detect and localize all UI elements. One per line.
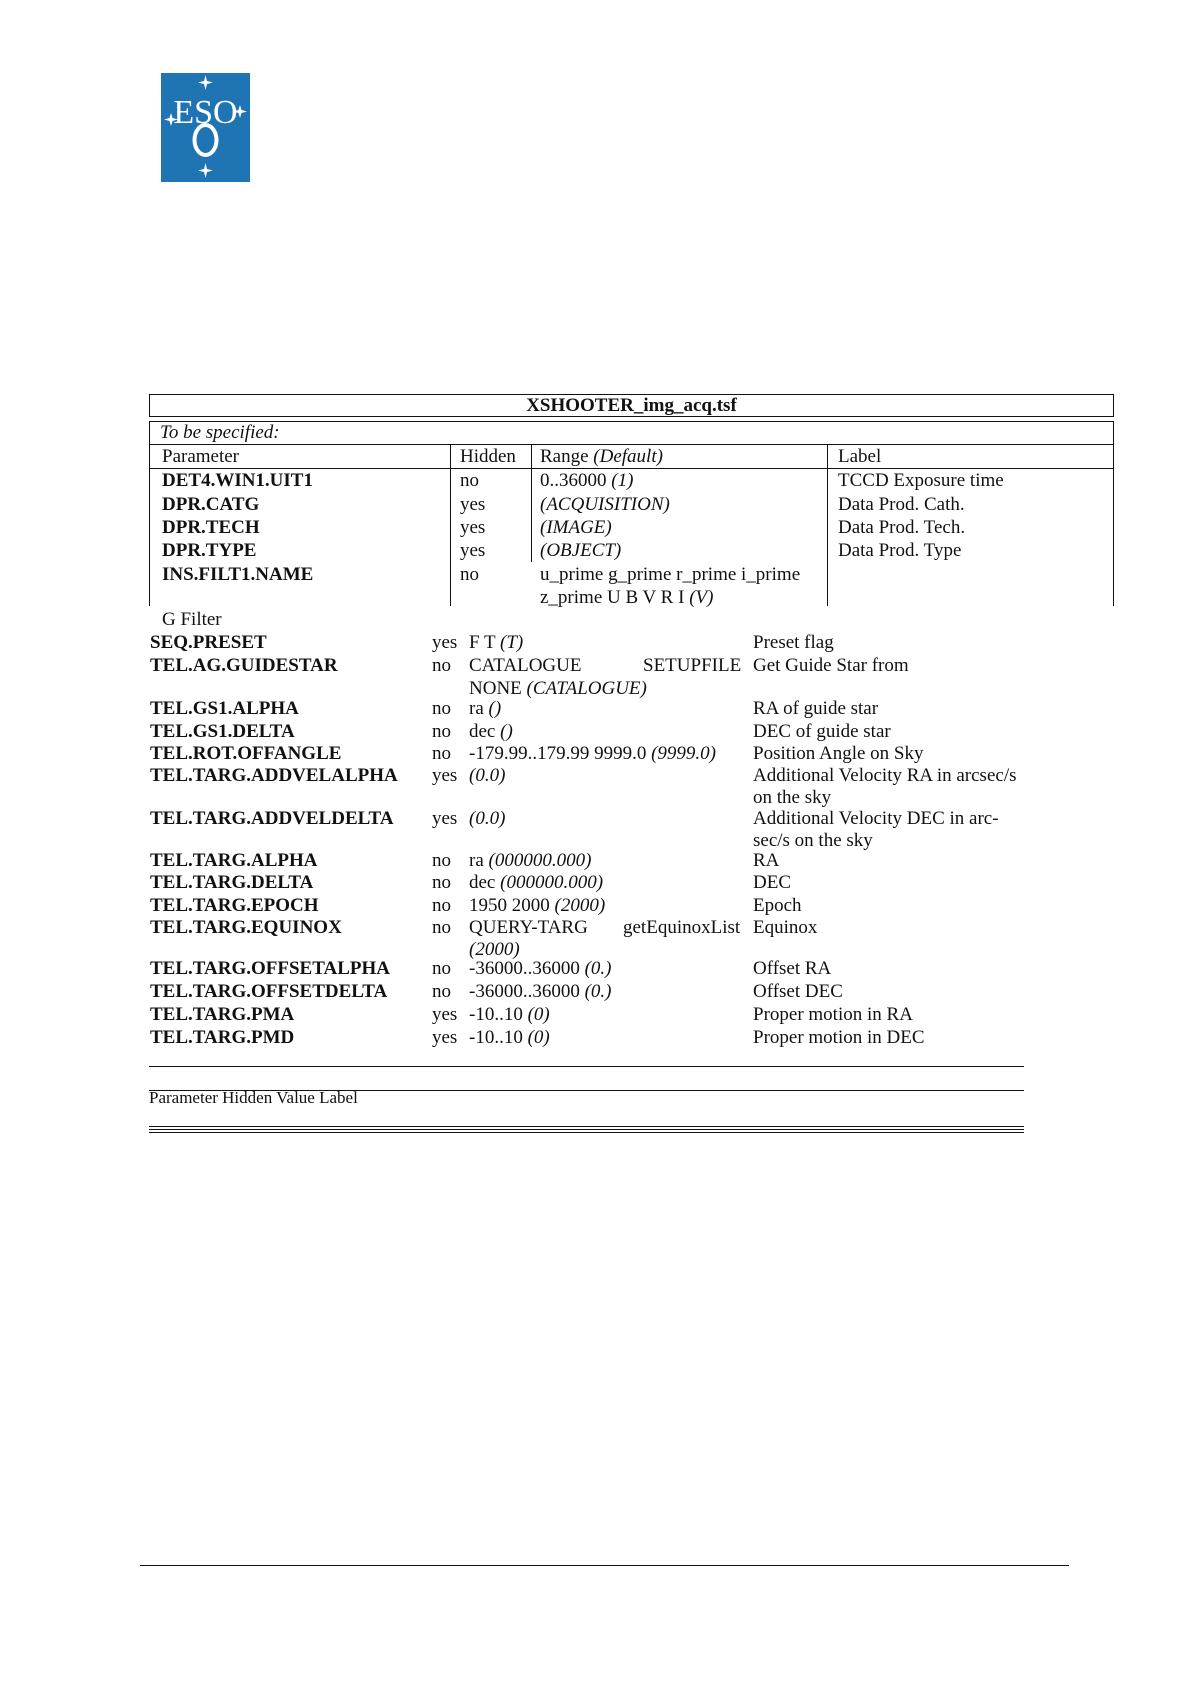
- row-param: TEL.GS1.DELTA: [150, 721, 295, 742]
- row-range: QUERY-TARG: [469, 917, 588, 938]
- row-range: -10..10 (0): [469, 1004, 550, 1025]
- row-range: (0.0): [469, 765, 506, 786]
- row-label: Additional Velocity RA in arcsec/s: [753, 765, 1017, 786]
- row-hidden: no: [432, 958, 451, 979]
- eso-logo-graphic: [161, 73, 250, 182]
- header-hidden: Hidden: [460, 446, 516, 467]
- row-hidden: no: [432, 872, 451, 893]
- row-range-cont: (2000): [469, 939, 520, 960]
- row-label: Equinox: [753, 917, 818, 938]
- inner-param: DPR.CATG: [162, 494, 260, 515]
- eso-logo: [161, 73, 250, 182]
- row-range: 1950 2000 (2000): [469, 895, 606, 916]
- row-hidden: no: [432, 743, 451, 764]
- page-footer-rule: [140, 1565, 1069, 1566]
- row-param: TEL.TARG.PMD: [150, 1027, 295, 1048]
- inner-param: DPR.TECH: [162, 517, 260, 538]
- col-divider-3: [827, 444, 828, 606]
- row-range-cont: NONE (CATALOGUE): [469, 678, 647, 699]
- row-hidden: no: [432, 698, 451, 719]
- row-label: Proper motion in DEC: [753, 1027, 925, 1048]
- row-param: TEL.TARG.ADDVELDELTA: [150, 808, 394, 829]
- row-range: -36000..36000 (0.): [469, 958, 612, 979]
- header-range: Range (Default): [540, 446, 663, 467]
- inner-range-cont: z_prime U B V R I (V): [540, 587, 714, 608]
- row-label: Additional Velocity DEC in arc-: [753, 808, 999, 829]
- row-label: DEC of guide star: [753, 721, 891, 742]
- row-range-b: getEquinoxList: [623, 917, 741, 938]
- col-divider-1: [450, 444, 451, 606]
- row-param: TEL.AG.GUIDESTAR: [150, 655, 338, 676]
- inner-hidden: yes: [460, 540, 486, 561]
- row-param: TEL.TARG.OFFSETDELTA: [150, 981, 388, 1002]
- row-param: TEL.ROT.OFFANGLE: [150, 743, 342, 764]
- inner-range: (OBJECT): [540, 540, 622, 561]
- to-be-specified-label: To be specified:: [160, 422, 280, 443]
- row-range: -10..10 (0): [469, 1027, 550, 1048]
- row-label: RA of guide star: [753, 698, 879, 719]
- inner-hidden: no: [460, 564, 479, 585]
- row-hidden: no: [432, 721, 451, 742]
- g-filter-label: G Filter: [162, 609, 222, 630]
- inner-label: Data Prod. Type: [838, 540, 962, 561]
- row-hidden: no: [432, 981, 451, 1002]
- inner-param: DET4.WIN1.UIT1: [162, 470, 313, 491]
- table-rule-4: [149, 1129, 1024, 1130]
- col-divider-2: [531, 444, 532, 562]
- row-param: TEL.TARG.EQUINOX: [150, 917, 342, 938]
- table-title: XSHOOTER_img_acq.tsf: [149, 394, 1114, 417]
- inner-label: Data Prod. Cath.: [838, 494, 965, 515]
- inner-range: u_prime g_prime r_prime i_prime: [540, 564, 801, 585]
- row-range: (0.0): [469, 808, 506, 829]
- header-bottom-rule: [149, 468, 1114, 469]
- inner-hidden: no: [460, 470, 479, 491]
- header-label: Label: [838, 446, 882, 467]
- row-label-cont: on the sky: [753, 787, 832, 808]
- row-range: F T (T): [469, 632, 524, 653]
- row-param: SEQ.PRESET: [150, 632, 267, 653]
- row-hidden: no: [432, 850, 451, 871]
- row-hidden: no: [432, 895, 451, 916]
- row-label-cont: sec/s on the sky: [753, 830, 873, 851]
- logo-letters: ESO: [173, 94, 238, 131]
- row-range: dec (): [469, 721, 513, 742]
- row-range: -179.99..179.99 9999.0 (9999.0): [469, 743, 716, 764]
- row-param: TEL.TARG.EPOCH: [150, 895, 319, 916]
- row-label: Position Angle on Sky: [753, 743, 924, 764]
- inner-param: INS.FILT1.NAME: [162, 564, 314, 585]
- footer-headers: Parameter Hidden Value Label: [149, 1088, 358, 1107]
- table-rule-5: [149, 1132, 1024, 1133]
- row-param: TEL.TARG.OFFSETALPHA: [150, 958, 390, 979]
- inner-param: DPR.TYPE: [162, 540, 257, 561]
- inner-range: (ACQUISITION): [540, 494, 670, 515]
- row-range-b: SETUPFILE: [643, 655, 742, 676]
- row-label: RA: [753, 850, 780, 871]
- table-rule-1: [149, 1066, 1024, 1067]
- row-hidden: yes: [432, 1027, 458, 1048]
- inner-range: (IMAGE): [540, 517, 612, 538]
- row-range: ra (000000.000): [469, 850, 592, 871]
- row-param: TEL.GS1.ALPHA: [150, 698, 299, 719]
- row-label: Offset DEC: [753, 981, 843, 1002]
- row-label: Offset RA: [753, 958, 832, 979]
- row-param: TEL.TARG.ALPHA: [150, 850, 318, 871]
- row-hidden: yes: [432, 1004, 458, 1025]
- row-hidden: no: [432, 655, 451, 676]
- row-label: Preset flag: [753, 632, 834, 653]
- row-range: -36000..36000 (0.): [469, 981, 612, 1002]
- row-hidden: yes: [432, 808, 458, 829]
- row-range: ra (): [469, 698, 502, 719]
- table-rule-3: [149, 1126, 1024, 1127]
- row-param: TEL.TARG.PMA: [150, 1004, 295, 1025]
- row-param: TEL.TARG.ADDVELALPHA: [150, 765, 398, 786]
- row-label: Proper motion in RA: [753, 1004, 913, 1025]
- row-range: dec (000000.000): [469, 872, 604, 893]
- inner-hidden: yes: [460, 517, 486, 538]
- row-label: Epoch: [753, 895, 802, 916]
- row-hidden: yes: [432, 632, 458, 653]
- row-hidden: no: [432, 917, 451, 938]
- inner-label: Data Prod. Tech.: [838, 517, 966, 538]
- row-label: DEC: [753, 872, 791, 893]
- row-hidden: yes: [432, 765, 458, 786]
- inner-range: 0..36000 (1): [540, 470, 634, 491]
- row-range: CATALOGUE: [469, 655, 582, 676]
- header-parameter: Parameter: [162, 446, 240, 467]
- row-param: TEL.TARG.DELTA: [150, 872, 314, 893]
- inner-hidden: yes: [460, 494, 486, 515]
- header-top-rule: [149, 444, 1114, 445]
- inner-label: TCCD Exposure time: [838, 470, 1004, 491]
- row-label: Get Guide Star from: [753, 655, 909, 676]
